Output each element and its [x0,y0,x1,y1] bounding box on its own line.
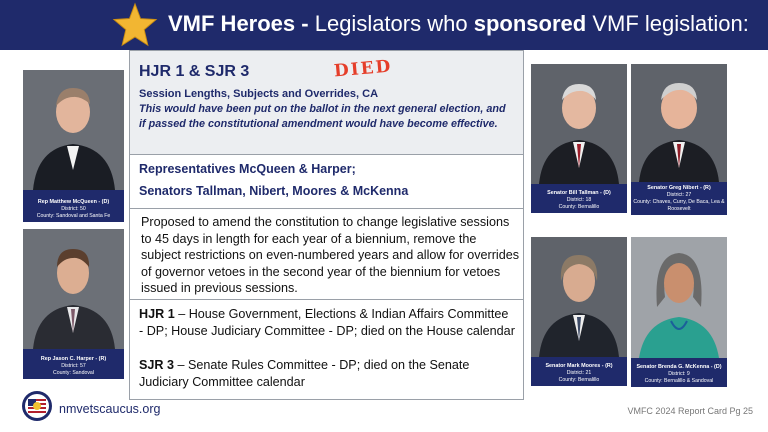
history-section [130,299,523,399]
history-bill: HJR 1 [139,307,175,321]
legislator-name: Rep Matthew McQueen - (D) [37,199,110,205]
bill-header-section [130,51,523,155]
page-title [168,11,749,37]
legislator-photo [23,70,124,190]
legislator-district: District: 57 [61,363,86,369]
portrait-icon [23,70,124,190]
legislator-county: County: Sandoval [53,370,94,376]
history-text: – House Government, Elections & Indian Affairs Committee - DP; House Judiciary Committee - DP; died on the House calendar [139,307,515,338]
legislator-photo [631,237,727,358]
caucus-logo-icon [21,390,53,422]
portrait-icon [23,229,124,349]
legislator-photo [23,229,124,349]
legislator-name: Senator Brenda G. McKenna - (D) [636,364,722,370]
legislator-district: District: 50 [61,206,86,212]
sponsors-representatives: Representatives McQueen & Harper; [139,162,356,176]
legislator-caption [531,361,627,386]
legislator-photo [531,237,627,357]
bill-summary: Proposed to amend the constitution to change legislative sessions to 45 days in length for each year of a biennium, remove the subject restrictions on even-numbered years and allow for overrides of governor vetoes in the second year of the biennium for vetoes issued in previous sessions. [141,215,519,295]
legislator-county: County: Bernalillo [558,204,600,210]
bill-panel [129,50,524,400]
legislator-card-mcqueen [23,70,124,222]
bill-subtitle: Session Lengths, Subjects and Overrides, CA [139,88,379,100]
legislator-card-moores [531,237,627,386]
legislator-card-nibert [631,64,727,215]
legislator-caption [23,354,124,379]
website-link[interactable]: nmvetscaucus.org [59,402,161,416]
legislator-name: Senator Bill Tallman - (D) [547,190,611,196]
header-bar [0,0,768,50]
title-part2: VMF legislation: [592,11,749,36]
legislator-photo [531,64,627,184]
portrait-icon [631,64,727,182]
history-item [139,357,515,390]
legislator-district: District: 27 [666,192,692,198]
legislator-district: District: 21 [566,370,592,376]
legislator-name: Senator Greg Nibert - (R) [647,185,711,191]
portrait-icon [531,64,627,184]
history-item [139,306,515,339]
legislator-district: District: 18 [566,197,592,203]
legislator-caption [531,188,627,213]
legislator-county: County: Chaves, Curry, De Baca, Lea & Roosevelt [633,199,725,212]
legislator-caption [631,362,727,387]
title-emphasis: sponsored [473,11,587,36]
legislator-caption [23,197,124,222]
history-text: – Senate Rules Committee - DP; died on the Senate Judiciary Committee calendar [139,358,470,389]
sponsors-senators: Senators Tallman, Nibert, Moores & McKenna [139,184,409,198]
legislator-name: Rep Jason C. Harper - (R) [40,356,107,362]
title-part1: Legislators who [314,11,468,36]
legislator-card-tallman [531,64,627,213]
legislator-card-harper [23,229,124,379]
legislator-photo [631,64,727,182]
history-bill: SJR 3 [139,358,175,372]
summary-section [130,208,523,300]
portrait-icon [531,237,627,357]
died-stamp: DIED [333,56,394,82]
legislator-county: County: Bernalillo [558,377,600,383]
legislator-caption [631,183,727,215]
legislator-name: Senator Mark Moores - (R) [545,363,613,369]
sponsors-section [130,154,523,209]
title-bold: VMF Heroes - [168,11,309,36]
portrait-icon [631,237,727,358]
legislator-card-mckenna [631,237,727,387]
bill-title: HJR 1 & SJR 3 [139,63,250,80]
legislator-county: County: Sandoval and Santa Fe [36,213,111,219]
legislator-county: County: Bernalillo & Sandoval [644,378,714,384]
bill-note: This would have been put on the ballot in the next general election, and if passed the constitutional amendment would have become effective. [139,103,506,130]
star-icon [112,2,158,48]
page-footer: VMFC 2024 Report Card Pg 25 [627,406,753,416]
legislator-district: District: 9 [668,371,690,377]
